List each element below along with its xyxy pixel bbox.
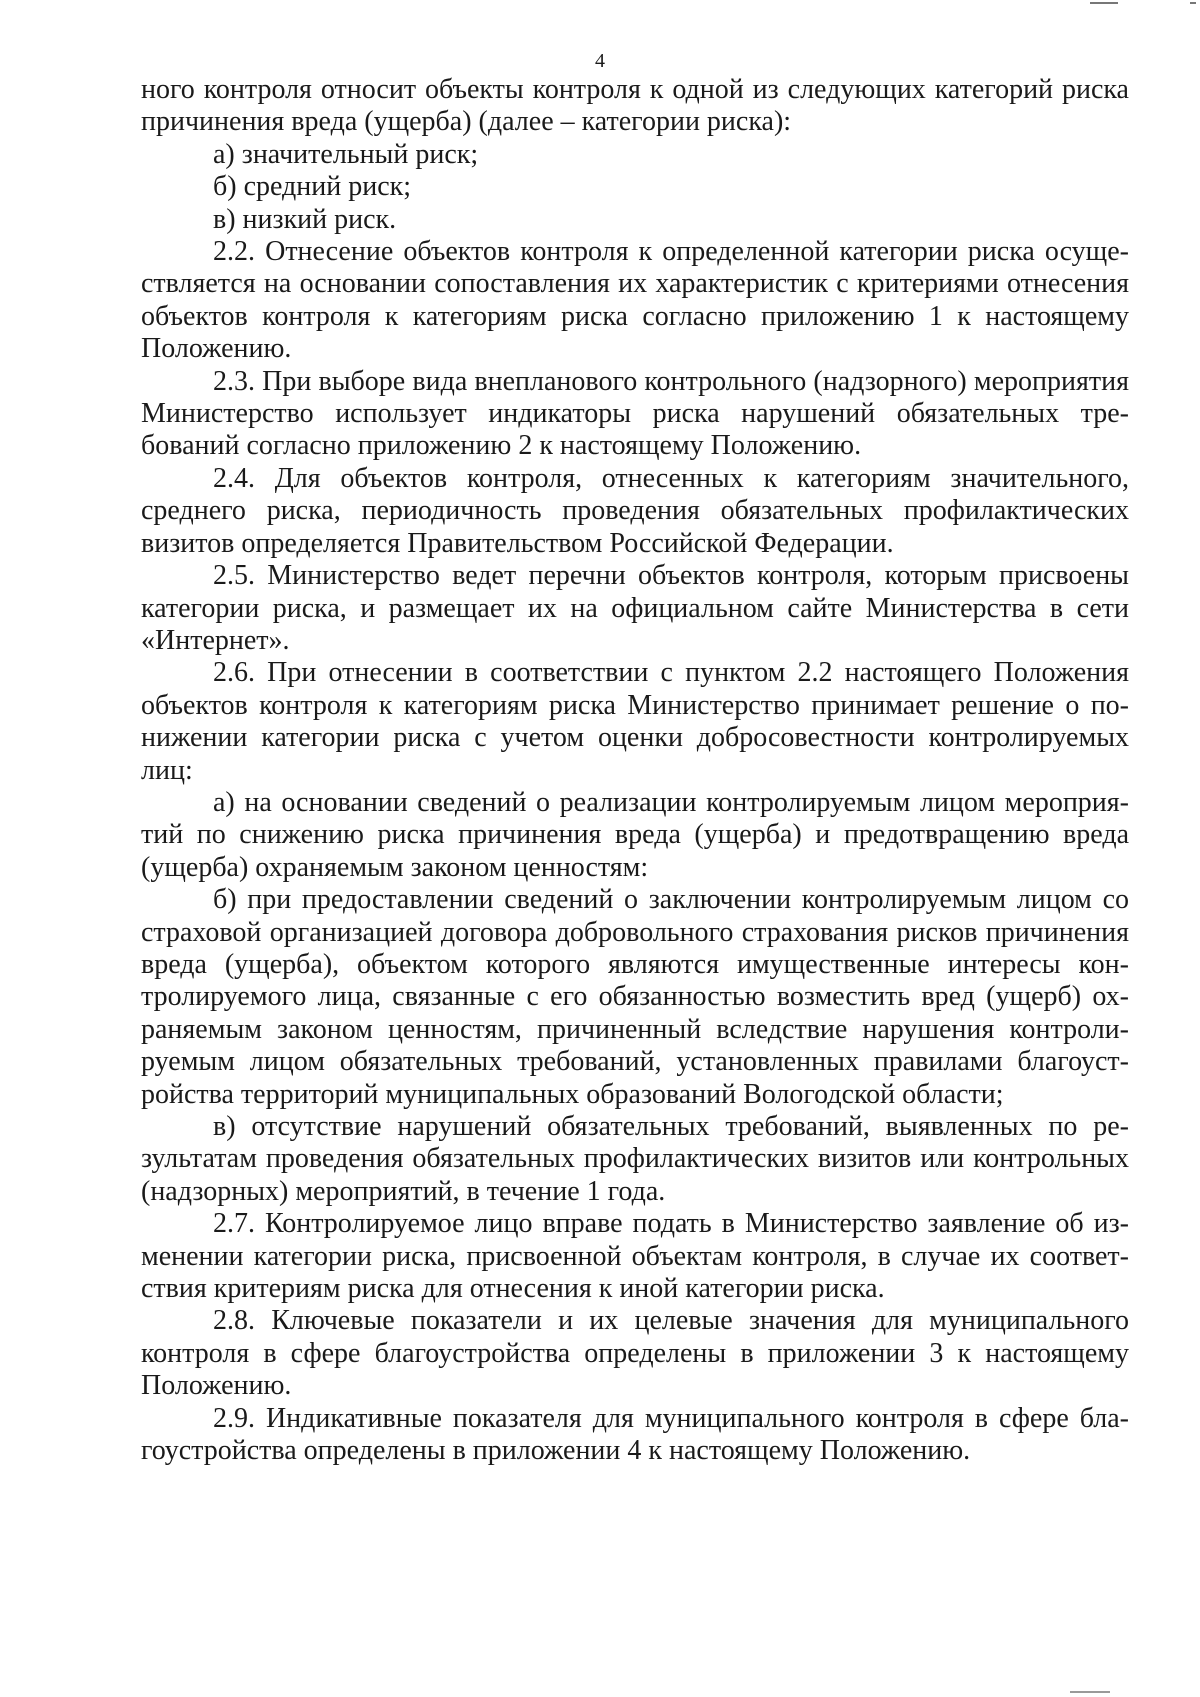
paragraph: 2.9. Индикативные показателя для муниципального контроля в сфере благоустройства определены в приложении 4 к настоящему Положению.: [141, 1402, 1129, 1467]
paragraph: в) отсутствие нарушений обязательных требований, выявленных по результатам проведения обязательных профилактических визитов или контрольных (надзорных) мероприятий, в течение 1 года.: [141, 1111, 1129, 1207]
paragraph: ного контроля относит объекты контроля к одной из следующих категорий риска причинения вреда (ущерба) (далее – категории риска):: [141, 74, 1129, 138]
paragraph: а) значительный риск;: [213, 138, 479, 170]
paragraph: а) на основании сведений о реализации контролируемым лицом мероприятий по снижению риска причинения вреда (ущерба) и предотвращению вреда (ущерба) охраняемым законом ценностям:: [141, 786, 1129, 883]
paragraph: 2.7. Контролируемое лицо вправе подать в Министерство заявление об изменении категории риска, присвоенной объектам контроля, в случае их соответствия критериям риска для отнесения к иной категории риска.: [141, 1208, 1129, 1305]
paragraph: б) при предоставлении сведений о заключении контролируемым лицом со страховой организацией договора добровольного страхования рисков причинения вреда (ущерба), объектом которого являются имущественные интересы контролируемого лица, связанные с его обязанностью возместить вред (ущерб) охраняемым законом ценностям, причиненный вследствие нарушения контролируемым лицом обязательных требований, установленных правилами благоустройства территорий муниципальных образований Вологодской области;: [141, 884, 1129, 1110]
scan-edge-dash: [1090, 2, 1118, 4]
paragraph: 2.5. Министерство ведет перечни объектов контроля, которым присвоены категории риска, и размещает их на официальном сайте Министерства в сети «Интернет».: [141, 560, 1129, 656]
scan-edge-dash: [1190, 2, 1196, 4]
paragraph: 2.3. При выборе вида внепланового контрольного (надзорного) мероприятия Министерство использует индикаторы риска нарушений обязательных требований согласно приложению 2 к настоящему Положению.: [141, 365, 1129, 462]
paragraph: 2.6. При отнесении в соответствии с пунктом 2.2 настоящего Положения объектов контроля к категориям риска Министерство принимает решение о понижении категории риска с учетом оценки добросовестности контролируемых лиц:: [141, 657, 1129, 786]
page-number: 4: [595, 50, 605, 72]
paragraph: б) средний риск;: [213, 171, 412, 203]
scan-edge-mark: [1070, 1691, 1110, 1693]
paragraph: 2.4. Для объектов контроля, отнесенных к категориям значительного, среднего риска, периодичность проведения обязательных профилактических визитов определяется Правительством Российской Федерации.: [141, 462, 1129, 559]
paragraph: 2.2. Отнесение объектов контроля к определенной категории риска осуществляется на основании сопоставления их характеристик с критериями отнесения объектов контроля к категориям риска согласно приложению 1 к настоящему Положению.: [141, 236, 1129, 365]
paragraph: 2.8. Ключевые показатели и их целевые значения для муниципального контроля в сфере благоустройства определены в приложении 3 к настоящему Положению.: [141, 1305, 1129, 1402]
paragraph: в) низкий риск.: [213, 203, 397, 235]
document-body: [141, 74, 1129, 1467]
scan-edge-mark: [1080, 0, 1200, 6]
